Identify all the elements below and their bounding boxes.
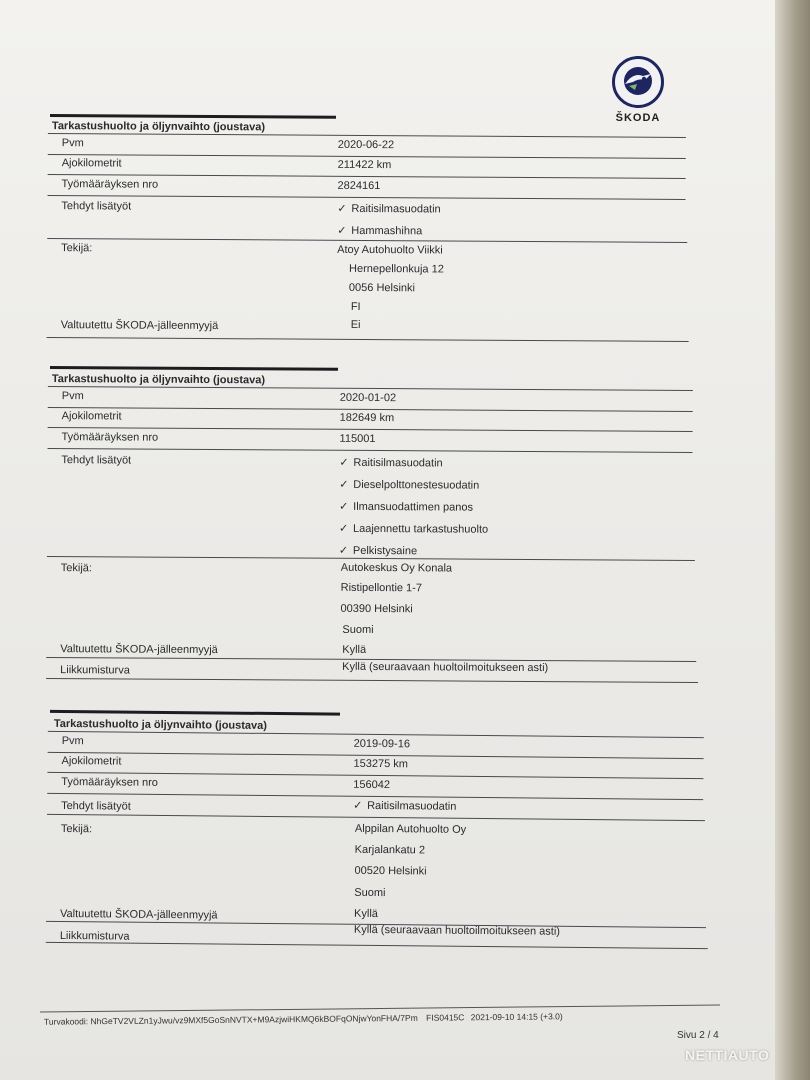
maker-label: Tekijä: (60, 822, 93, 836)
extras-label: Tehdyt lisätyöt (61, 799, 131, 813)
km-label: Ajokilometrit (61, 754, 122, 768)
order-value: 115001 (339, 432, 376, 446)
order-value: 2824161 (337, 179, 381, 193)
maker-line: Atoy Autohuolto Viikki (337, 243, 443, 257)
desk-background (775, 0, 810, 1080)
checkmark-icon: ✓ (338, 544, 349, 557)
maker-line: 00520 Helsinki (354, 864, 427, 878)
extra-item: ✓ Laajennettu tarkastushuolto (338, 522, 489, 536)
mobility-label: Liikkumisturva (60, 664, 130, 677)
dealer-value: Ei (350, 318, 361, 331)
footer-divider (40, 1004, 720, 1012)
maker-line: Alppilan Autohuolto Oy (354, 822, 467, 836)
maker-line: Suomi (342, 623, 374, 637)
checkmark-icon: ✓ (337, 202, 347, 215)
footer-timestamp: 2021-09-10 14:15 (+3.0) (470, 1011, 563, 1023)
service-record-1 (48, 114, 688, 333)
dealer-label: Valtuutettu ŠKODA-jälleenmyyjä (60, 643, 218, 657)
km-value: 182649 km (339, 411, 395, 425)
maker-line: Karjalankatu 2 (354, 843, 426, 857)
order-label: Työmääräyksen nro (61, 431, 159, 444)
pvm-label: Pvm (61, 137, 84, 150)
mobility-row (46, 658, 698, 683)
extra-item: ✓ Dieselpolttonestesuodatin (339, 478, 480, 492)
maker-row (46, 815, 707, 928)
section-bar (50, 114, 336, 119)
extra-item: ✓ Hammashihna (337, 224, 423, 238)
extra-item: ✓ Pelkistysaine (338, 544, 418, 558)
mobility-value: Kyllä (seuraavaan huoltoilmoitukseen asti) (353, 923, 561, 938)
section-title: Tarkastushuolto ja öljynvaihto (joustava) (51, 373, 266, 387)
extras-label: Tehdyt lisätyöt (61, 454, 132, 467)
service-record-3 (48, 710, 708, 943)
extras-label: Tehdyt lisätyöt (61, 200, 132, 213)
pvm-value: 2020-06-22 (337, 138, 395, 152)
order-value: 156042 (353, 778, 391, 792)
maker-label: Tekijä: (61, 242, 93, 255)
section-bar (50, 366, 338, 371)
dealer-label: Valtuutettu ŠKODA-jälleenmyyjä (60, 319, 219, 333)
pvm-label: Pvm (61, 734, 84, 748)
maker-line: FI (350, 300, 361, 313)
dealer-value: Kyllä (342, 643, 367, 656)
maker-line: 00390 Helsinki (340, 602, 413, 616)
maker-line: Ristipellontie 1-7 (340, 581, 423, 595)
section-bar (50, 710, 340, 716)
maker-label: Tekijä: (60, 562, 92, 575)
skoda-wordmark: ŠKODA (615, 112, 661, 124)
maker-line: Hernepellonkuja 12 (349, 262, 444, 276)
checkmark-icon: ✓ (339, 478, 349, 491)
km-label: Ajokilometrit (61, 410, 122, 423)
nettiauto-watermark: NETTIAUTO (685, 1047, 770, 1063)
mobility-value: Kyllä (seuraavaan huoltoilmoitukseen asti) (342, 660, 549, 675)
page-number: Sivu 2 / 4 (677, 1030, 719, 1041)
skoda-winged-arrow-icon (612, 56, 664, 108)
extra-item: ✓ Raitisilmasuodatin (339, 456, 443, 470)
maker-line: 0056 Helsinki (348, 281, 416, 295)
mobility-label: Liikkumisturva (59, 929, 130, 943)
extras-row (47, 449, 696, 561)
service-record-2 (48, 366, 698, 677)
maker-row (47, 239, 690, 342)
extra-item: ✓ Ilmansuodattimen panos (339, 500, 474, 514)
section-title: Tarkastushuolto ja öljynvaihto (joustava) (53, 717, 268, 732)
maker-row (46, 557, 697, 662)
pvm-value: 2019-09-16 (353, 737, 411, 751)
order-label: Työmääräyksen nro (61, 178, 159, 191)
code-value: NhGeTV2VLZn1yJwu/vz9MXf5GoSnNVTX+M9AzjwiHKMQ6kBOFqONjwYonFHA/7Pm (90, 1012, 418, 1027)
checkmark-icon: ✓ (337, 224, 347, 237)
checkmark-icon: ✓ (339, 500, 349, 513)
extra-item: ✓ Raitisilmasuodatin (337, 202, 441, 216)
code-label: Turvakoodi: (43, 1016, 89, 1027)
footer-security-code (44, 1011, 563, 1026)
km-value: 211422 km (337, 158, 392, 172)
maker-line: Suomi (354, 886, 386, 900)
dealer-label: Valtuutettu ŠKODA-jälleenmyyjä (59, 907, 218, 922)
checkmark-icon: ✓ (339, 456, 349, 469)
pvm-label: Pvm (61, 390, 84, 403)
footer-ref: FIS0415C (426, 1012, 465, 1023)
extras-row (47, 196, 687, 243)
km-label: Ajokilometrit (61, 157, 122, 170)
extra-item: ✓ Raitisilmasuodatin (353, 799, 457, 813)
checkmark-icon: ✓ (353, 799, 363, 812)
km-value: 153275 km (353, 757, 409, 771)
dealer-value: Kyllä (354, 907, 378, 921)
checkmark-icon: ✓ (338, 522, 349, 535)
maker-line: Autokeskus Oy Konala (340, 561, 453, 575)
section-title: Tarkastushuolto ja öljynvaihto (joustava) (51, 120, 266, 134)
order-label: Työmääräyksen nro (61, 775, 158, 789)
skoda-logo (608, 56, 668, 126)
pvm-value: 2020-01-02 (339, 391, 397, 405)
